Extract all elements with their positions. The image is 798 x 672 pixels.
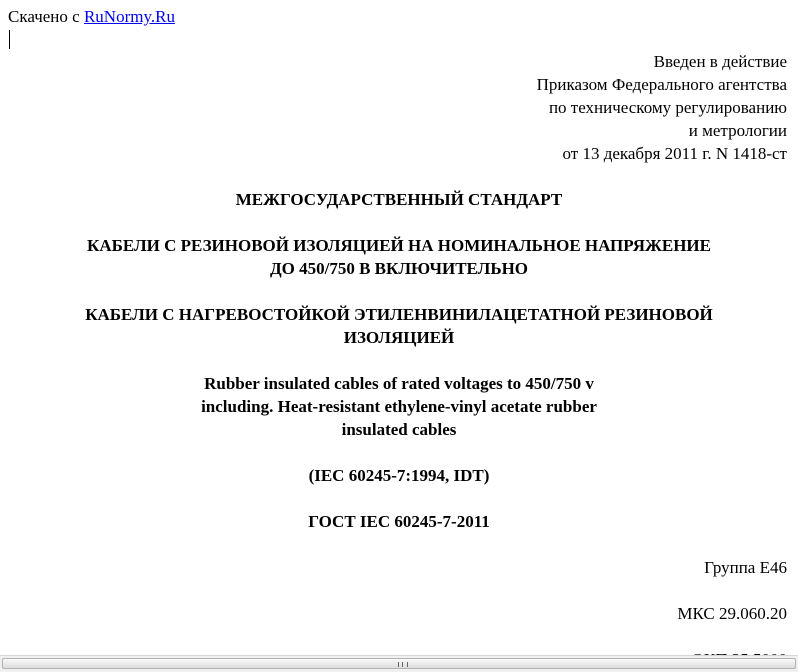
title-ru-line: КАБЕЛИ С НАГРЕВОСТОЙКОЙ ЭТИЛЕНВИНИЛАЦЕТАТНОЙ РЕЗИНОВОЙ bbox=[85, 305, 713, 324]
intro-line: Введен в действие bbox=[653, 52, 787, 71]
title-ru-line: КАБЕЛИ С РЕЗИНОВОЙ ИЗОЛЯЦИЕЙ НА НОМИНАЛЬНОЕ НАПРЯЖЕНИЕ bbox=[87, 236, 711, 255]
gost-number: ГОСТ IEC 60245-7-2011 bbox=[308, 512, 490, 531]
standard-heading: МЕЖГОСУДАРСТВЕННЫЙ СТАНДАРТ bbox=[235, 190, 563, 209]
iec-reference: (IEC 60245-7:1994, IDT) bbox=[308, 466, 490, 485]
title-en-line: insulated cables bbox=[341, 420, 457, 439]
group-code: Группа Е46 bbox=[704, 558, 787, 577]
title-ru-line: ИЗОЛЯЦИЕЙ bbox=[343, 328, 455, 347]
mks-code: МКС 29.060.20 bbox=[677, 604, 787, 623]
title-en-line: Rubber insulated cables of rated voltages to 450/750 v bbox=[204, 374, 594, 393]
grip-icon bbox=[398, 662, 408, 667]
source-prefix: Скачено с bbox=[8, 7, 84, 26]
title-ru-line: ДО 450/750 В ВКЛЮЧИТЕЛЬНО bbox=[269, 259, 529, 278]
horizontal-scrollbar[interactable] bbox=[0, 655, 798, 672]
title-en-line: including. Heat-resistant ethylene-vinyl acetate rubber bbox=[201, 397, 597, 416]
scrollbar-thumb[interactable] bbox=[2, 658, 796, 669]
source-line bbox=[8, 7, 175, 27]
text-cursor bbox=[9, 30, 10, 49]
runormy-link[interactable]: RuNormy.Ru bbox=[83, 7, 175, 26]
intro-line: и метрологии bbox=[688, 121, 787, 140]
intro-line: от 13 декабря 2011 г. N 1418-ст bbox=[562, 144, 787, 163]
intro-line: Приказом Федерального агентства bbox=[536, 75, 787, 94]
intro-line: по техническому регулированию bbox=[548, 98, 787, 117]
